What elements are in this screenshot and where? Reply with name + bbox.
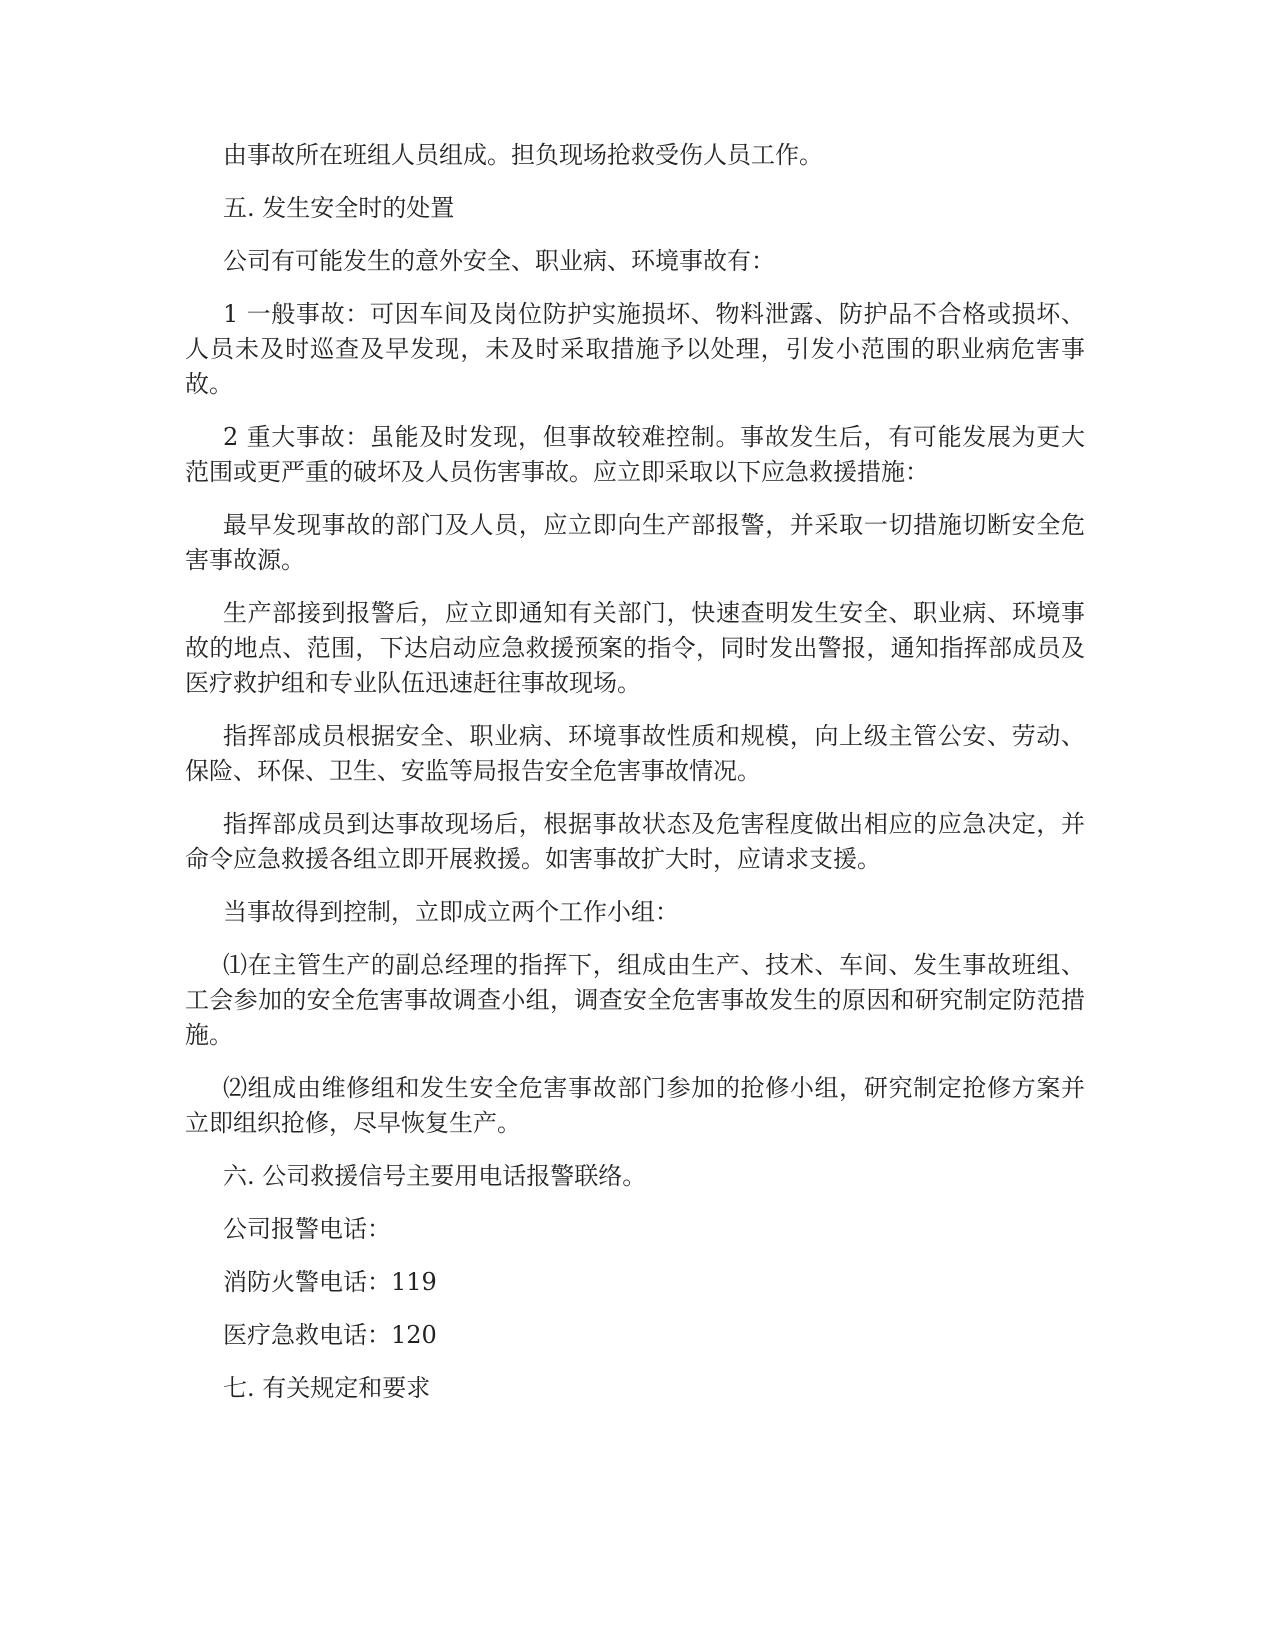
paragraph-command-onsite: 指挥部成员到达事故现场后，根据事故状态及危害程度做出相应的应急决定，并命令应急救援各组立即开展救援。如害事故扩大时，应请求支援。 (185, 810, 1085, 873)
section-heading-6: 六. 公司救援信号主要用电话报警联络。 (223, 1162, 647, 1190)
paragraph-fire-phone: 消防火警电话：119 (223, 1268, 437, 1296)
paragraph-alarm-phone: 公司报警电话： (223, 1215, 391, 1243)
paragraph-investigation-group: ⑴在主管生产的副总经理的指挥下，组成由生产、技术、车间、发生事故班组、工会参加的安全危害事故调查小组，调查安全危害事故发生的原因和研究制定防范措施。 (185, 951, 1085, 1049)
paragraph-two-groups: 当事故得到控制，立即成立两个工作小组： (223, 898, 679, 926)
paragraph-rescue-team: 由事故所在班组人员组成。担负现场抢救受伤人员工作。 (223, 141, 823, 169)
paragraph-repair-group: ⑵组成由维修组和发生安全危害事故部门参加的抢修小组，研究制定抢修方案并立即组织抢修，尽早恢复生产。 (185, 1074, 1085, 1137)
paragraph-medical-phone: 医疗急救电话：120 (223, 1321, 437, 1349)
paragraph-possible-accidents: 公司有可能发生的意外安全、职业病、环境事故有： (223, 247, 775, 275)
paragraph-production-dept: 生产部接到报警后，应立即通知有关部门，快速查明发生安全、职业病、环境事故的地点、范围，下达启动应急救援预案的指令，同时发出警报，通知指挥部成员及医疗救护组和专业队伍迅速赶往事故现场。 (185, 599, 1085, 697)
paragraph-first-discovery: 最早发现事故的部门及人员，应立即向生产部报警，并采取一切措施切断安全危害事故源。 (185, 511, 1085, 574)
paragraph-major-accident: 2 重大事故：虽能及时发现，但事故较难控制。事故发生后，有可能发展为更大范围或更严重的破坏及人员伤害事故。应立即采取以下应急救援措施： (185, 423, 1085, 486)
section-heading-5: 五. 发生安全时的处置 (223, 194, 455, 222)
paragraph-command-report: 指挥部成员根据安全、职业病、环境事故性质和规模，向上级主管公安、劳动、保险、环保、卫生、安监等局报告安全危害事故情况。 (185, 722, 1085, 785)
paragraph-general-accident: 1 一般事故：可因车间及岗位防护实施损坏、物料泄露、防护品不合格或损坏、人员未及时巡查及早发现，未及时采取措施予以处理，引发小范围的职业病危害事故。 (185, 300, 1085, 398)
document-body (185, 138, 1085, 1424)
section-heading-7: 七. 有关规定和要求 (223, 1374, 431, 1402)
